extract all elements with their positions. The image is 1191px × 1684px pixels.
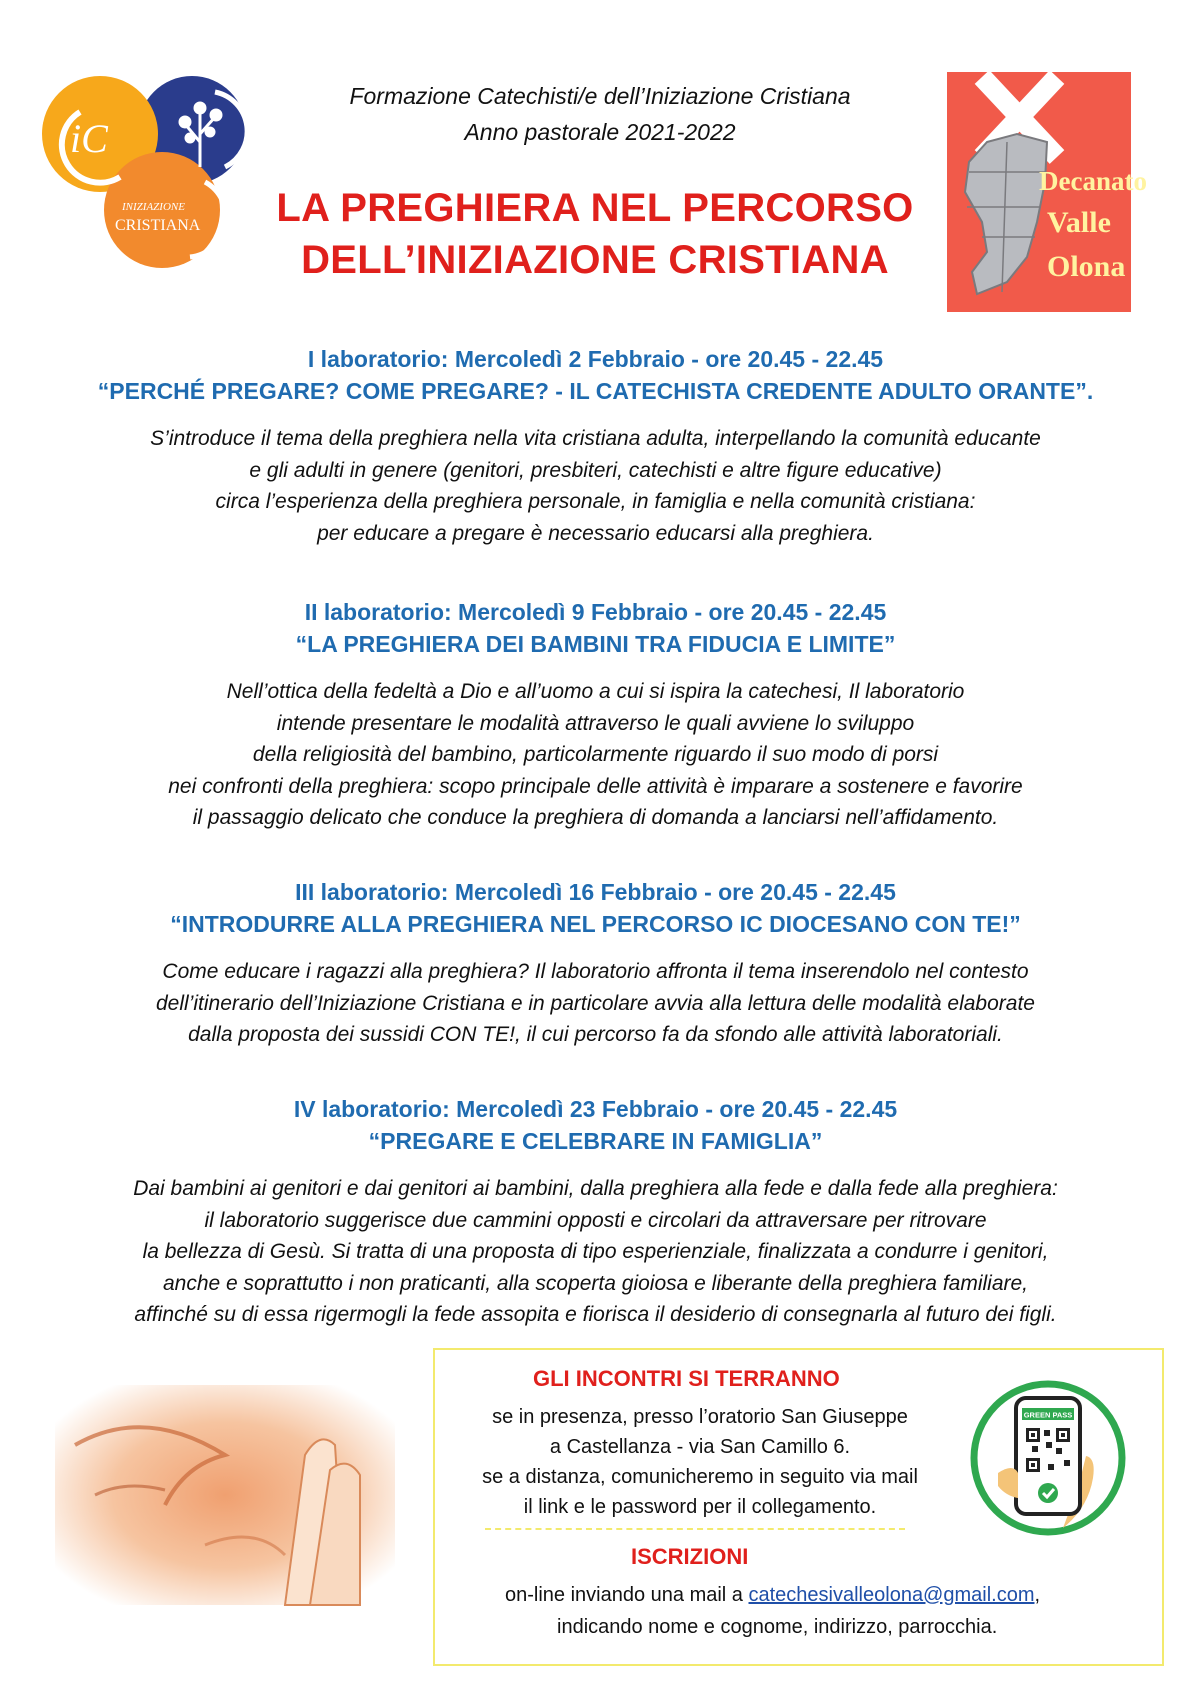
header-intro bbox=[280, 78, 920, 150]
logo-decanato: Decanato bbox=[1039, 166, 1147, 196]
page-title-line-2: DELL’INIZIAZIONE CRISTIANA bbox=[301, 238, 889, 282]
page-title-line-1: LA PREGHIERA NEL PERCORSO bbox=[276, 186, 914, 230]
lab-1-body-line: circa l’esperienza della preghiera personale, in famiglia e nella comunità cristiana: bbox=[215, 490, 976, 513]
info-line: il link e le password per il collegamento. bbox=[523, 1496, 877, 1518]
lab-3-heading: III laboratorio: Mercoledì 16 Febbraio - ore 20.45 - 22.45 bbox=[295, 879, 896, 905]
lab-4-body bbox=[40, 1173, 1151, 1331]
info-box-heading: GLI INCONTRI SI TERRANNO bbox=[533, 1366, 840, 1391]
lab-4-subtitle: “PREGARE E CELEBRARE IN FAMIGLIA” bbox=[368, 1128, 823, 1154]
lab-1-subtitle: “PERCHÉ PREGARE? COME PREGARE? - IL CATECHISTA CREDENTE ADULTO ORANTE”. bbox=[97, 378, 1094, 404]
page-title bbox=[250, 182, 940, 286]
lab-2-body-line: intende presentare le modalità attraverso le quali avviene lo sviluppo bbox=[276, 711, 915, 735]
iscrizioni-line-1 bbox=[505, 1580, 1040, 1610]
lab-3 bbox=[40, 876, 1151, 1051]
lab-1-body-line: per educare a pregare è necessario educarsi alla preghiera. bbox=[317, 521, 874, 545]
info-line: se a distanza, comunicheremo in seguito via mail bbox=[482, 1466, 918, 1488]
logo-text-line-2: CRISTIANA bbox=[115, 217, 201, 234]
lab-4-body-line: il laboratorio suggerisce due cammini opposti e circolari da attraversare per ritrovare bbox=[204, 1208, 987, 1232]
lab-1 bbox=[40, 343, 1151, 549]
lab-4 bbox=[40, 1093, 1151, 1331]
lab-3-body-line: Come educare i ragazzi alla preghiera? Il laboratorio affronta il tema inserendolo nel contesto bbox=[162, 960, 1029, 983]
lab-1-body-line: e gli adulti in genere (genitori, presbiteri, catechisti e altre figure educative) bbox=[249, 458, 942, 482]
praying-child-image bbox=[55, 1385, 395, 1605]
lab-4-body-line: Dai bambini ai genitori e dai genitori ai bambini, dalla preghiera alla fede e dalla fede alla preghiera: bbox=[133, 1177, 1058, 1200]
lab-4-body-line: anche e soprattutto i non praticanti, alla scoperta gioiosa e liberante della preghiera familiare, bbox=[162, 1271, 1029, 1295]
logo-valle: Valle bbox=[1047, 206, 1111, 239]
header-line-1: Formazione Catechisti/e dell’Iniziazione Cristiana bbox=[349, 83, 851, 109]
lab-1-body-line: S’introduce il tema della preghiera nella vita cristiana adulta, interpellando la comunità educante bbox=[150, 427, 1041, 450]
iscrizioni-suffix: , bbox=[1034, 1584, 1041, 1606]
lab-4-heading: IV laboratorio: Mercoledì 23 Febbraio - ore 20.45 - 22.45 bbox=[293, 1096, 898, 1122]
lab-2-body-line: il passaggio delicato che conduce la preghiera di domanda a lanciarsi nell’affidamento. bbox=[192, 806, 999, 829]
lab-2-heading: II laboratorio: Mercoledì 9 Febbraio - ore 20.45 - 22.45 bbox=[304, 599, 887, 625]
info-box-text bbox=[455, 1402, 945, 1522]
lab-3-body-line: dalla proposta dei sussidi CON TE!, il cui percorso fa da sfondo alle attività laboratoriali. bbox=[188, 1023, 1003, 1046]
info-box bbox=[433, 1348, 1164, 1666]
lab-3-subtitle: “INTRODURRE ALLA PREGHIERA NEL PERCORSO IC DIOCESANO CON TE!” bbox=[170, 911, 1021, 937]
email-link[interactable]: catechesivalleolona@gmail.com bbox=[748, 1584, 1035, 1606]
lab-2-body-line: Nell’ottica della fedeltà a Dio e all’uomo a cui si ispira la catechesi, Il laboratorio bbox=[226, 680, 965, 703]
logo-olona: Olona bbox=[1047, 250, 1126, 283]
lab-2-body bbox=[40, 676, 1151, 834]
green-pass-icon bbox=[968, 1378, 1128, 1538]
green-pass-label: GREEN PASS bbox=[1023, 1410, 1073, 1420]
lab-3-body-line: dell’itinerario dell’Iniziazione Cristiana e in particolare avvia alla lettura delle modalità elaborate bbox=[156, 991, 1035, 1015]
lab-2-body-line: della religiosità del bambino, particolarmente riguardo il suo modo di porsi bbox=[252, 743, 939, 766]
lab-4-body-line: affinché su di essa rigermogli la fede assopita e fiorisca il desiderio di consegnarla al futuro dei figli. bbox=[134, 1303, 1057, 1326]
dashed-divider bbox=[485, 1528, 905, 1530]
info-line: a Castellanza - via San Camillo 6. bbox=[549, 1436, 851, 1458]
info-line: se in presenza, presso l’oratorio San Giuseppe bbox=[492, 1406, 908, 1428]
decanato-valle-olona-logo bbox=[947, 72, 1147, 312]
header-line-2: Anno pastorale 2021-2022 bbox=[464, 119, 736, 145]
lab-1-body bbox=[40, 423, 1151, 549]
lab-2-subtitle: “LA PREGHIERA DEI BAMBINI TRA FIDUCIA E LIMITE” bbox=[295, 631, 896, 657]
lab-3-body bbox=[40, 956, 1151, 1051]
iscrizioni-prefix: on-line inviando una mail a bbox=[505, 1584, 749, 1606]
iscrizioni-heading: ISCRIZIONI bbox=[631, 1544, 749, 1569]
lab-2-body-line: nei confronti della preghiera: scopo principale delle attività è imparare a sostenere e favorire bbox=[168, 774, 1023, 798]
logo-ic-letters: iC bbox=[70, 116, 108, 161]
lab-1-heading: I laboratorio: Mercoledì 2 Febbraio - ore 20.45 - 22.45 bbox=[307, 346, 884, 372]
logo-text-line-1: INIZIAZIONE bbox=[122, 201, 185, 213]
lab-4-body-line: la bellezza di Gesù. Si tratta di una proposta di tipo esperienziale, finalizzata a condurre i genitori, bbox=[142, 1240, 1049, 1263]
lab-2 bbox=[40, 596, 1151, 834]
iniziazione-cristiana-logo bbox=[40, 72, 250, 272]
iscrizioni-line-2: indicando nome e cognome, indirizzo, parrocchia. bbox=[557, 1616, 998, 1638]
